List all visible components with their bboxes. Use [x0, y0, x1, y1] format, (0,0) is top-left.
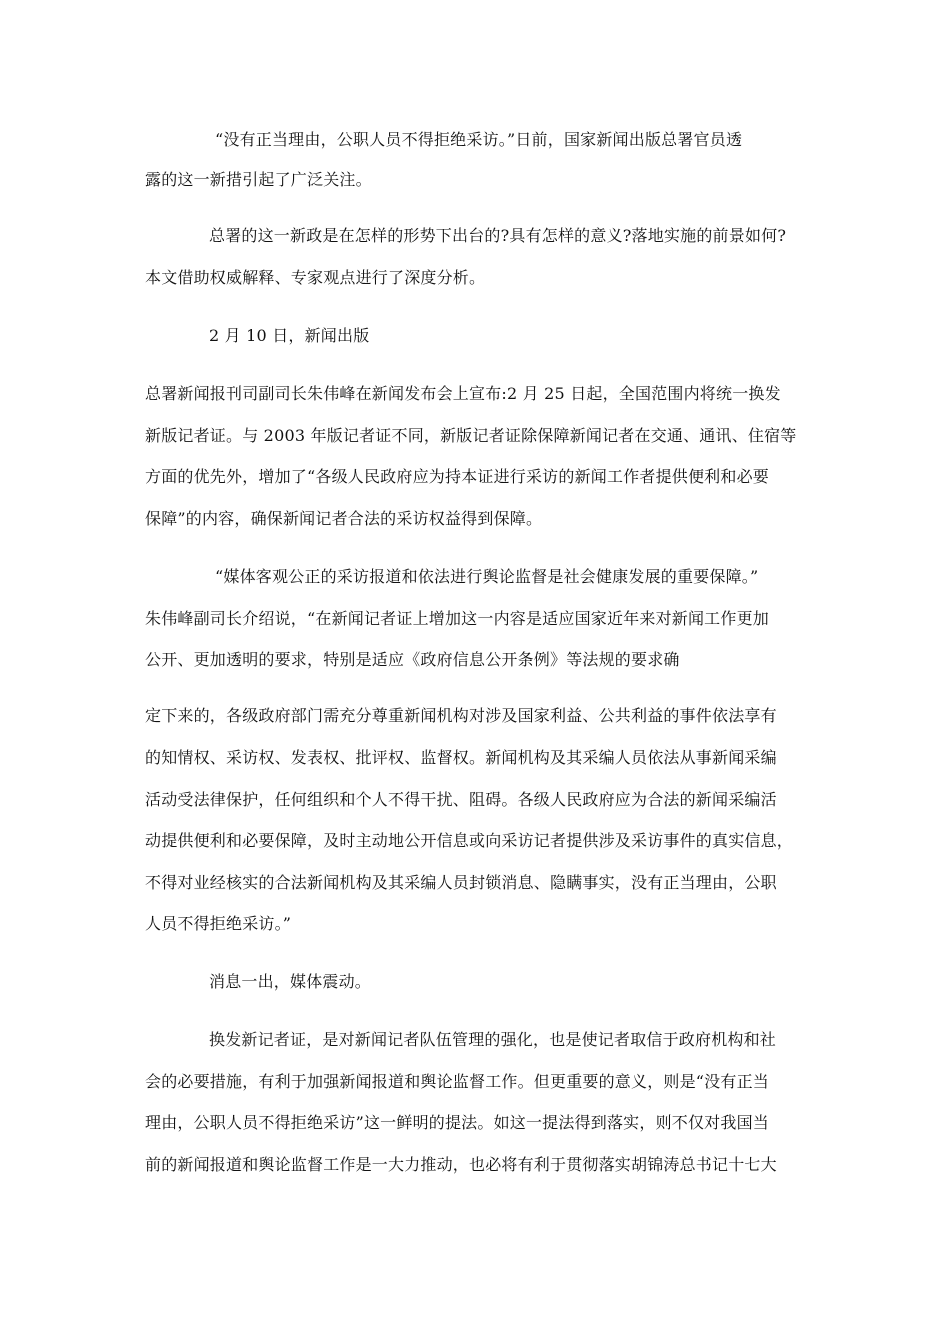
text-line: 前的新闻报道和舆论监督工作是一大力推动，也必将有利于贯彻落实胡锦涛总书记十七大: [145, 1155, 777, 1174]
text-line: 的知情权、采访权、发表权、批评权、监督权。新闻机构及其采编人员依法从事新闻采编: [145, 748, 777, 767]
text-line: “媒体客观公正的采访报道和依法进行舆论监督是社会健康发展的重要保障。”: [215, 567, 759, 586]
text-line: 新版记者证。与 2003 年版记者证不同，新版记者证除保障新闻记者在交通、通讯、住宿等: [145, 426, 797, 445]
text-line: 动提供便利和必要保障，及时主动地公开信息或向采访记者提供涉及采访事件的真实信息，: [145, 831, 794, 850]
text-line: 人员不得拒绝采访。”: [145, 914, 292, 933]
text-line: 方面的优先外，增加了“各级人民政府应为持本证进行采访的新闻工作者提供便利和必要: [145, 467, 769, 486]
text-line: 不得对业经核实的合法新闻机构及其采编人员封锁消息、隐瞒事实，没有正当理由，公职: [145, 873, 777, 892]
text-line: 总署新闻报刊司副司长朱伟峰在新闻发布会上宣布:2 月 25 日起，全国范围内将统一换发: [145, 384, 781, 403]
text-line: 公开、更加透明的要求，特别是适应《政府信息公开条例》等法规的要求确: [145, 650, 680, 669]
text-line: 2 月 10 日，新闻出版: [209, 326, 370, 345]
text-line: “没有正当理由，公职人员不得拒绝采访。”日前，国家新闻出版总署官员透: [215, 130, 743, 149]
text-line: 露的这一新措引起了广泛关注。: [145, 170, 372, 189]
text-line: 活动受法律保护，任何组织和个人不得干扰、阻碍。各级人民政府应为合法的新闻采编活: [145, 790, 777, 809]
text-line: 换发新记者证，是对新闻记者队伍管理的强化，也是使记者取信于政府机构和社: [209, 1030, 777, 1049]
text-line: 保障”的内容，确保新闻记者合法的采访权益得到保障。: [145, 509, 543, 528]
text-line: 朱伟峰副司长介绍说，“在新闻记者证上增加这一内容是适应国家近年来对新闻工作更加: [145, 609, 769, 628]
text-line: 本文借助权威解释、专家观点进行了深度分析。: [145, 268, 486, 287]
text-line: 定下来的，各级政府部门需充分尊重新闻机构对涉及国家利益、公共利益的事件依法享有: [145, 706, 777, 725]
text-line: 消息一出，媒体震动。: [209, 972, 372, 991]
text-line: 理由，公职人员不得拒绝采访”这一鲜明的提法。如这一提法得到落实，则不仅对我国当: [145, 1113, 769, 1132]
text-line: 会的必要措施，有利于加强新闻报道和舆论监督工作。但更重要的意义，则是“没有正当: [145, 1072, 769, 1091]
text-line: 总署的这一新政是在怎样的形势下出台的?具有怎样的意义?落地实施的前景如何?: [209, 226, 787, 245]
